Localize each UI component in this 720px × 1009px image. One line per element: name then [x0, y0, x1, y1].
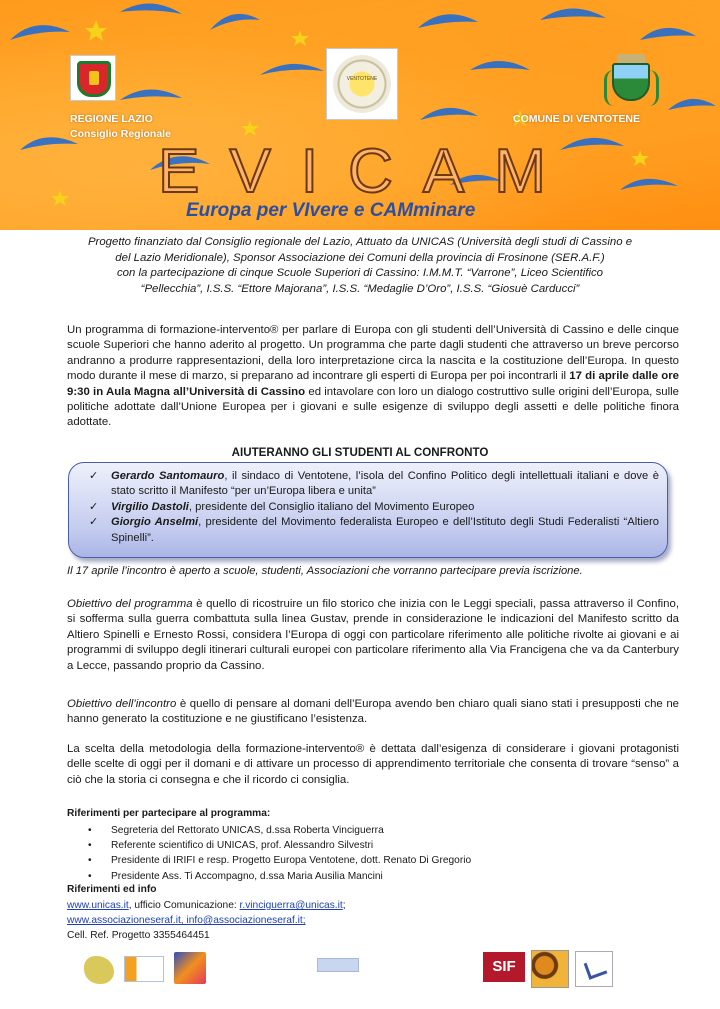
speaker-role: , il sindaco di Ventotene, l’isola del Confino Politico degli intellettuali italiani e dove è stato scritto il Manifesto “per un’Europa libera e unita”	[111, 470, 659, 498]
comune-ventotene-crest	[604, 54, 659, 110]
header-banner	[0, 0, 720, 230]
intro-line: Progetto finanziato dal Consiglio regionale del Lazio, Attuato da UNICAS (Università degli studi di Cassino e	[87, 236, 633, 248]
speaker-item	[89, 515, 659, 546]
objective-text: è quello di ricostruire un filo storico che inizia con le Leggi speciali, passa attraverso il Confino, si sofferma sulla guerra combattuta sulla linea Gustav, prende in considerazione le indicazioni del Manifesto scritto da Altiero Spinelli e Ernesto Rossi, considera l’Europa di oggi con particolare riferimento alle politiche rivolte ai giovani e ai programmi di sviluppo degli itinerari culturali europei con particolare riferimento alla Via Francigena che va da Canterbury a Lecce, passando proprio da Cassino.	[67, 598, 679, 672]
reference-item: • Presidente di IRIFI e resp. Progetto Europa Ventotene, dott. Renato Di Gregorio	[88, 853, 471, 868]
check-icon: ✓	[89, 470, 99, 482]
speaker-role: , presidente del Consiglio italiano del Movimento Europeo	[188, 500, 475, 513]
seraf-link[interactable]: www.associazioneseraf.it, info@associazioneseraf.it;	[67, 915, 306, 926]
comune-ventotene-label: COMUNE DI VENTOTENE	[513, 113, 640, 125]
speaker-name: Gerardo Santomauro	[111, 470, 225, 482]
references-list	[88, 823, 471, 884]
speakers-heading: AIUTERANNO GLI STUDENTI AL CONFRONTO	[231, 446, 489, 459]
evicam-subtitle: Europa per VIvere e CAMminare	[186, 200, 476, 221]
phone-number: Cell. Ref. Progetto 3355464451	[67, 930, 210, 941]
partner-logo-sif: SIF	[483, 952, 525, 982]
reference-item: • Referente scientifico di UNICAS, prof. Alessandro Silvestri	[88, 838, 471, 853]
program-objective	[67, 597, 679, 674]
contact-punct: ;	[342, 900, 346, 911]
program-description	[67, 323, 679, 431]
open-event-note: Il 17 aprile l’incontro è aperto a scuole, studenti, Associazioni che vorranno partecipare previa iscrizione.	[67, 565, 583, 577]
partner-logo-ti-accompagno	[531, 950, 569, 988]
ventotene-seal-logo	[326, 48, 398, 120]
speaker-role: , presidente del Movimento federalista Europeo e dell’Istituto degli Studi Federalisti “Altiero Spinelli”.	[111, 516, 659, 544]
contact-text: , ufficio Comunicazione:	[128, 900, 240, 911]
intro-line: con la partecipazione di cinque Scuole Superiori di Cassino: I.M.M.T. “Varrone”, Liceo Scientifico	[116, 267, 604, 280]
contacts-block	[67, 898, 346, 943]
partner-logo-seraf	[124, 956, 164, 982]
info-heading: Riferimenti ed info	[67, 884, 157, 895]
intro-line: del Lazio Meridionale), Sponsor Associazione dei Comuni della provincia di Frosinone (SER.A.F.)	[115, 251, 605, 264]
program-text: Un programma di formazione-intervento® per parlare di Europa con gli studenti dell’Università di Cassino e delle cinque scuole Superiori che hanno aderito al progetto. Un programma che parte dagli studenti che attraverso un breve percorso andranno a produrre rappresentazioni, della loro interpretazione circa la nascita e la costituzione dell’Europa. In questo modo durante il mese di marzo, si preparano ad incontrare gli esperti di Europa per poi incontrarli il	[67, 324, 679, 383]
consiglio-regionale-label: Consiglio Regionale	[70, 128, 171, 140]
reference-item: • Presidente Ass. Ti Accompagno, d.ssa Maria Ausilia Mancini	[88, 869, 471, 884]
intro-block	[54, 235, 666, 297]
check-icon: ✓	[89, 500, 99, 513]
partner-logo-4	[317, 958, 359, 972]
intro-line: “Pellecchia”, I.S.S. “Ettore Majorana”, I.S.S. “Medaglie D’Oro”, I.S.S. “Giosuè Carducci”	[140, 282, 580, 295]
regione-lazio-logo	[70, 55, 116, 101]
event-date-location: 17 di aprile dalle ore 9:30 in Aula Magna all’Università di Cassino	[67, 370, 679, 398]
meeting-objective	[67, 697, 679, 728]
reference-item: • Segreteria del Rettorato UNICAS, d.ssa Roberta Vinciguerra	[88, 823, 471, 838]
program-text-end: ed intavolare con loro un dialogo costruttivo sulle origini dell’Europa, sulle politiche adottate dall’Unione Europea per i giovani e sulle esigenze di sviluppo degli assetti e delle politiche finora adottate.	[67, 385, 679, 429]
objective-lead: Obiettivo del programma	[67, 598, 193, 610]
speaker-item	[89, 500, 659, 515]
unicas-link[interactable]: www.unicas.it	[67, 900, 129, 911]
meeting-text: è quello di pensare al domani dell’Europa avendo ben chiaro quali siano stati i presupposti che ne hanno generato la costituzione e ne giustificano l’esistenza.	[67, 698, 679, 726]
partner-logo-labormark	[575, 951, 613, 987]
speakers-box	[68, 462, 668, 558]
meeting-lead: Obiettivo dell’incontro	[67, 698, 177, 710]
seal-text: VENTOTENE	[346, 76, 378, 82]
email-link[interactable]: r.vinciguerra@unicas.it	[239, 900, 343, 911]
methodology-text: La scelta della metodologia della formazione-intervento® è dettata dall’esigenza di considerare i giovani protagonisti delle scelte di oggi per il domani e di attivare un processo di apprendimento territoriale che consenta di trovare “senso” a ciò che la storia ci consegna e che il ricordo ci consiglia.	[67, 743, 679, 786]
regione-lazio-label: REGIONE LAZIO	[70, 113, 153, 125]
references-heading: Riferimenti per partecipare al programma:	[67, 808, 271, 819]
speaker-item	[89, 469, 659, 500]
partner-logo-1	[84, 956, 114, 984]
evicam-title: EVICAM	[158, 137, 576, 206]
speaker-name: Virgilio Dastoli	[111, 500, 189, 513]
partner-logo-3	[174, 952, 206, 984]
speaker-name: Giorgio Anselmi	[111, 516, 199, 529]
check-icon: ✓	[89, 516, 99, 529]
